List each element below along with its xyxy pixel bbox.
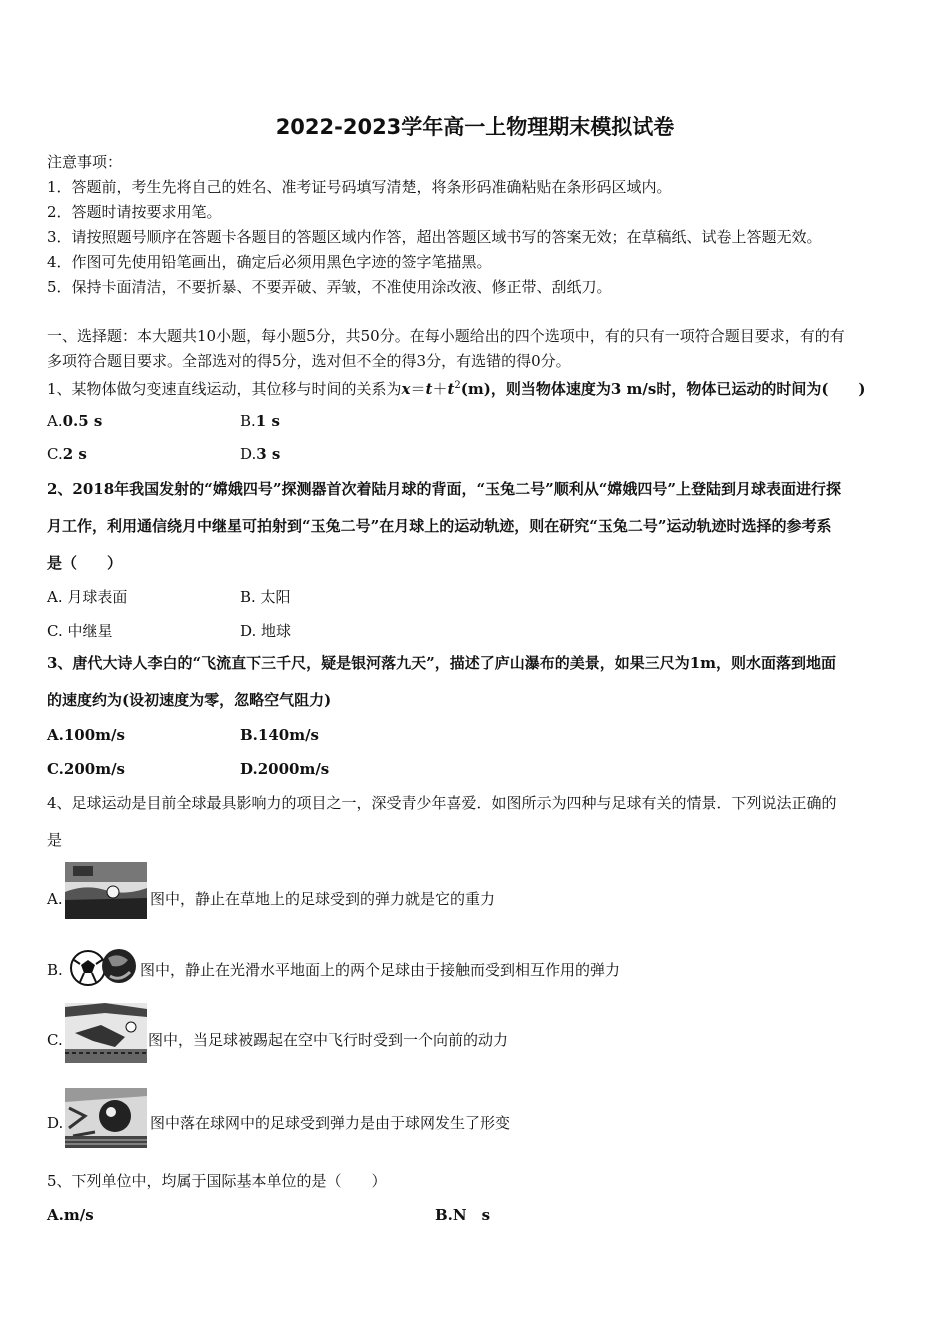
q1-formula-eq: ＝ [410, 380, 426, 398]
question-2-stem: 2、2018年我国发射的“嫦娥四号”探测器首次着陆月球的背面，“玉兔二号”顺利从“嫦娥四号”上登陆到月球表面进行探 [47, 480, 841, 498]
question-5-stem: 5、下列单位中，均属于国际基本单位的是（ ） [47, 1172, 387, 1190]
q4-option-a-image [65, 862, 147, 919]
q2-option-c: C. 中继星 [47, 622, 113, 640]
q1-option-a-text: 0.5 s [62, 412, 103, 430]
question-1-stem [47, 376, 866, 399]
notice-item: 1．答题前，考生先将自己的姓名、准考证号码填写清楚，将条形码准确粘贴在条形码区域内。 [47, 178, 672, 196]
q1-option-d-label: D. [240, 445, 257, 463]
q5-option-a: A.m/s [47, 1206, 94, 1224]
notice-item: 3．请按照题号顺序在答题卡各题目的答题区域内作答，超出答题区域书写的答案无效；在草稿纸、试卷上答题无效。 [47, 228, 822, 246]
section-heading-cont: 多项符合题目要求。全部选对的得5分，选对但不全的得3分，有选错的得0分。 [47, 352, 571, 370]
q4-option-b-text: 图中，静止在光滑水平地面上的两个足球由于接触而受到相互作用的弹力 [140, 961, 621, 979]
q4-option-d-text: 图中落在球网中的足球受到弹力是由于球网发生了形变 [150, 1114, 511, 1132]
q4-option-a-text: 图中，静止在草地上的足球受到的弹力就是它的重力 [150, 890, 496, 908]
q3-option-b: B.140m/s [240, 726, 320, 744]
notice-item: 4．作图可先使用铅笔画出，确定后必须用黑色字迹的签字笔描黑。 [47, 253, 492, 271]
q1-option-b-label: B. [240, 412, 256, 430]
q4-option-c-image [65, 1003, 147, 1063]
question-4-stem: 4、足球运动是目前全球最具影响力的项目之一，深受青少年喜爱．如图所示为四种与足球有关的情景．下列说法正确的 [47, 794, 837, 812]
q3-option-c: C.200m/s [47, 760, 126, 778]
q1-formula-sup: 2 [454, 380, 461, 391]
q4-option-d-label: D. [47, 1114, 64, 1132]
q1-stem-text: 1、某物体做匀变速直线运动，其位移与时间的关系为 [47, 380, 402, 398]
notice-heading: 注意事项： [47, 153, 123, 171]
q4-option-a-label: A. [47, 890, 63, 908]
q1-stem-text-2: ，则当物体速度为3 m/s时，物体已运动的时间为( ) [490, 380, 866, 398]
q1-option-b [240, 411, 280, 431]
q1-option-d-text: 3 s [256, 445, 281, 463]
notice-item: 5．保持卡面清洁，不要折暴、不要弄破、弄皱，不准使用涂改液、修正带、刮纸刀。 [47, 278, 612, 296]
q1-option-c [47, 444, 87, 464]
question-2-stem-end: 是（ ） [47, 554, 123, 572]
q1-option-b-text: 1 s [255, 412, 280, 430]
question-2-stem-cont: 月工作，利用通信绕月中继星可拍射到“玉兔二号”在月球上的运动轨迹，则在研究“玉兔二号”运动轨迹时选择的参考系 [47, 517, 832, 535]
page-title: 2022-2023学年高一上物理期末模拟试卷 [275, 115, 675, 139]
q5-option-b: B.N s [435, 1206, 491, 1224]
q2-option-b: B. 太阳 [240, 588, 291, 606]
q2-option-d: D. 地球 [240, 622, 292, 640]
q2-option-a: A. 月球表面 [47, 588, 128, 606]
q1-formula-t: t [425, 380, 433, 398]
q1-formula-t2: t [447, 380, 455, 398]
q1-formula-x: x [401, 380, 411, 398]
q3-option-a: A.100m/s [47, 726, 125, 744]
q1-option-a-label: A. [47, 412, 63, 430]
q3-option-d: D.2000m/s [240, 760, 330, 778]
q4-option-d-image [65, 1088, 147, 1148]
question-3-stem-cont: 的速度约为(设初速度为零，忽略空气阻力) [47, 691, 332, 709]
q4-option-c-label: C. [47, 1031, 63, 1049]
q1-option-c-text: 2 s [62, 445, 87, 463]
notice-item: 2．答题时请按要求用笔。 [47, 203, 222, 221]
q1-option-d [240, 444, 280, 464]
q1-option-c-label: C. [47, 445, 63, 463]
question-3-stem: 3、唐代大诗人李白的“飞流直下三千尺，疑是银河落九天”，描述了庐山瀑布的美景，如果三尺为1m，则水面落到地面 [47, 654, 837, 672]
q4-option-c-text: 图中，当足球被踢起在空中飞行时受到一个向前的动力 [148, 1031, 509, 1049]
section-heading: 一、选择题：本大题共10小题，每小题5分，共50分。在每小题给出的四个选项中，有的只有一项符合题目要求，有的有 [47, 327, 845, 345]
question-4-stem-cont: 是 [47, 831, 63, 849]
q4-option-b-label: B. [47, 961, 63, 979]
q1-formula-unit: (m) [460, 380, 491, 398]
q1-formula-plus: ＋ [432, 380, 448, 398]
q1-option-a [47, 411, 102, 431]
q4-option-b-image [68, 942, 138, 990]
